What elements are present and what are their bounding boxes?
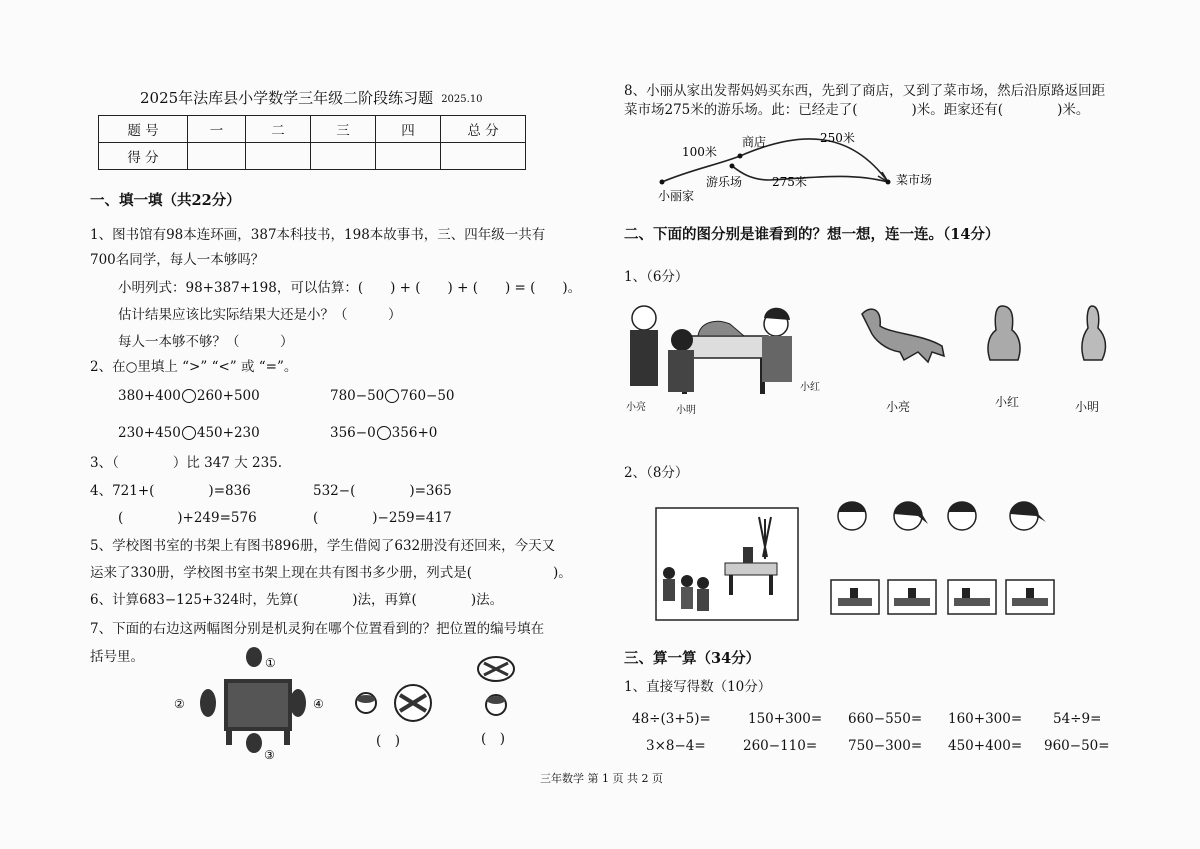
score-header-cell: 一 [188, 116, 246, 143]
calc-item: 160+300= [948, 711, 1023, 727]
q4-item-b: 532−( )=365 [313, 483, 452, 499]
score-blank-cell[interactable] [188, 143, 246, 170]
calc-item: 750−300= [848, 738, 923, 754]
kid-label-xiaoming: 小明 [676, 405, 696, 416]
compare-circle[interactable] [385, 389, 399, 403]
position-1-label: ① [265, 656, 276, 670]
view-picture-icon[interactable] [948, 580, 996, 614]
map-shop-label: 商店 [742, 135, 767, 149]
page-title [140, 89, 483, 109]
boy-head-icon [671, 329, 693, 351]
child-icon [681, 587, 693, 609]
q1-line5: 每人一本够不够？（ ） [118, 334, 294, 350]
calc-item: 3×8−4= [646, 738, 706, 754]
score-header-cell: 总 分 [441, 116, 526, 143]
q4-item-d: ( )−259=417 [313, 510, 452, 526]
name-label-xiaohong: 小红 [995, 395, 1020, 409]
dog-icon [246, 733, 262, 753]
q4-item-a: 4、721+( )=836 [90, 483, 251, 499]
dog-icon [200, 689, 216, 717]
score-header-cell: 三 [311, 116, 376, 143]
q8-route-map [650, 120, 950, 210]
q2-item-a: 380+400 260+500 [118, 388, 260, 404]
q7-figure [168, 643, 528, 763]
map-market-label: 菜市场 [896, 173, 933, 187]
q1-line4: 估计结果应该比实际结果大还是小？（ ） [118, 307, 402, 323]
kids-drawing-scene-picture [655, 507, 800, 622]
position-4-label: ④ [313, 697, 324, 711]
child-icon [697, 589, 709, 611]
s3-sub1: 1、直接写得数（10分） [624, 679, 772, 695]
dinosaur-front-view-icon[interactable] [988, 306, 1020, 360]
map-home-label: 小丽家 [658, 189, 695, 203]
q6-text: 6、计算683−125+324时，先算( )法，再算( )法。 [90, 592, 504, 608]
vase-icon [743, 547, 753, 563]
position-3-label: ③ [264, 748, 275, 762]
dog-icon [246, 647, 262, 667]
calc-item: 260−110= [743, 738, 818, 754]
calc-item: 660−550= [848, 711, 923, 727]
child-icon [663, 579, 675, 601]
score-blank-cell[interactable] [311, 143, 376, 170]
compare-circle[interactable] [182, 426, 196, 440]
q7-line2: 括号里。 [90, 649, 144, 665]
title-date: 2025.10 [441, 94, 483, 105]
name-label-xiaoliang: 小亮 [886, 400, 911, 414]
q5-line2: 运来了330册，学校图书室书架上现在共有图书多少册，列式是( )。 [90, 565, 572, 581]
score-header-cell: 二 [246, 116, 311, 143]
dinosaur-side-view-icon[interactable] [862, 309, 944, 362]
q3-text: 3、（ ）比 347 大 235. [90, 455, 283, 471]
calc-item: 450+400= [948, 738, 1023, 754]
score-blank-cell[interactable] [441, 143, 526, 170]
q8-line1: 8、小丽从家出发帮妈妈买东西，先到了商店，又到了菜市场，然后沿原路返回距 [624, 83, 1106, 99]
score-table [98, 115, 526, 170]
kid-label-xiaoliang: 小亮 [626, 402, 646, 413]
boy-body-icon [668, 350, 694, 392]
position-2-label: ② [174, 697, 185, 711]
q7-answer-2[interactable]: ( ) [481, 731, 506, 747]
name-label-xiaoming: 小明 [1075, 400, 1100, 414]
score-table-header-row [99, 116, 526, 143]
section-2-heading: 二、下面的图分别是谁看到的？想一想，连一连。（14分） [624, 226, 1000, 243]
calc-item: 54÷9= [1053, 711, 1102, 727]
q8-line2: 菜市场275米的游乐场。此：已经走了( )米。距家还有( )米。 [624, 102, 1090, 118]
table-icon [725, 563, 777, 575]
q2-item-b: 780−50 760−50 [330, 388, 455, 404]
section-1-heading: 一、填一填（共22分） [90, 192, 241, 209]
score-header-cell: 题 号 [99, 116, 188, 143]
calc-item: 48÷(3+5)= [632, 711, 711, 727]
section-3-heading: 三、算一算（34分） [624, 650, 761, 667]
map-distance-2: 250米 [820, 131, 855, 145]
score-blank-cell[interactable] [376, 143, 441, 170]
dinosaur-toy-icon [698, 321, 744, 336]
kid-label-xiaohong: 小红 [800, 382, 820, 393]
q2-item-d: 356−0 356+0 [330, 425, 438, 441]
map-distance-1: 100米 [682, 145, 717, 159]
kids-observing-dinosaur-picture [620, 296, 820, 406]
score-label-cell: 得 分 [99, 143, 188, 170]
compare-circle[interactable] [377, 426, 391, 440]
route-market-park [732, 166, 888, 182]
score-header-cell: 四 [376, 116, 441, 143]
q7-line1: 7、下面的右边这两幅图分别是机灵狗在哪个位置看到的？把位置的编号填在 [90, 621, 545, 637]
q1-line1: 1、图书馆有98本连环画，387本科技书，198本故事书，三、四年级一共有 [90, 227, 546, 243]
q7-answer-1[interactable]: ( ) [376, 733, 401, 749]
calc-item: 960−50= [1044, 738, 1110, 754]
dinosaur-views [852, 300, 1112, 380]
compare-circle[interactable] [182, 389, 196, 403]
page-footer: 三年数学 第 1 页 共 2 页 [540, 772, 663, 785]
s2-part1-label: 1、（6分） [624, 269, 689, 285]
q2-item-c: 230+450 450+230 [118, 425, 260, 441]
calc-item: 150+300= [748, 711, 823, 727]
score-table-score-row [99, 143, 526, 170]
dog-icon [290, 689, 306, 717]
dinosaur-back-view-icon[interactable] [1082, 306, 1106, 360]
title-text: 2025年法库县小学数学三年级二阶段练习题 [140, 89, 434, 107]
score-blank-cell[interactable] [246, 143, 311, 170]
girl-body-icon [762, 336, 792, 382]
view-pictures-row [830, 576, 1060, 616]
q2-text: 2、在○里填上 “>” “<” 或 “=”。 [90, 359, 298, 375]
q4-item-c: ( )+249=576 [118, 510, 257, 526]
boy-head-icon [632, 306, 656, 330]
child-faces-row [832, 494, 1052, 538]
s2-part2-label: 2、（8分） [624, 465, 689, 481]
q5-line1: 5、学校图书室的书架上有图书896册，学生借阅了632册没有还回来，今天又 [90, 538, 556, 554]
boy-body-icon [630, 330, 658, 386]
q1-line3: 小明列式：98+387+198，可以估算：( ) + ( ) + ( ) = ( )。 [118, 280, 582, 296]
q1-line2: 700名同学，每人一本够吗？ [90, 252, 265, 268]
map-distance-3: 275米 [772, 175, 807, 189]
map-park-label: 游乐场 [706, 175, 743, 189]
